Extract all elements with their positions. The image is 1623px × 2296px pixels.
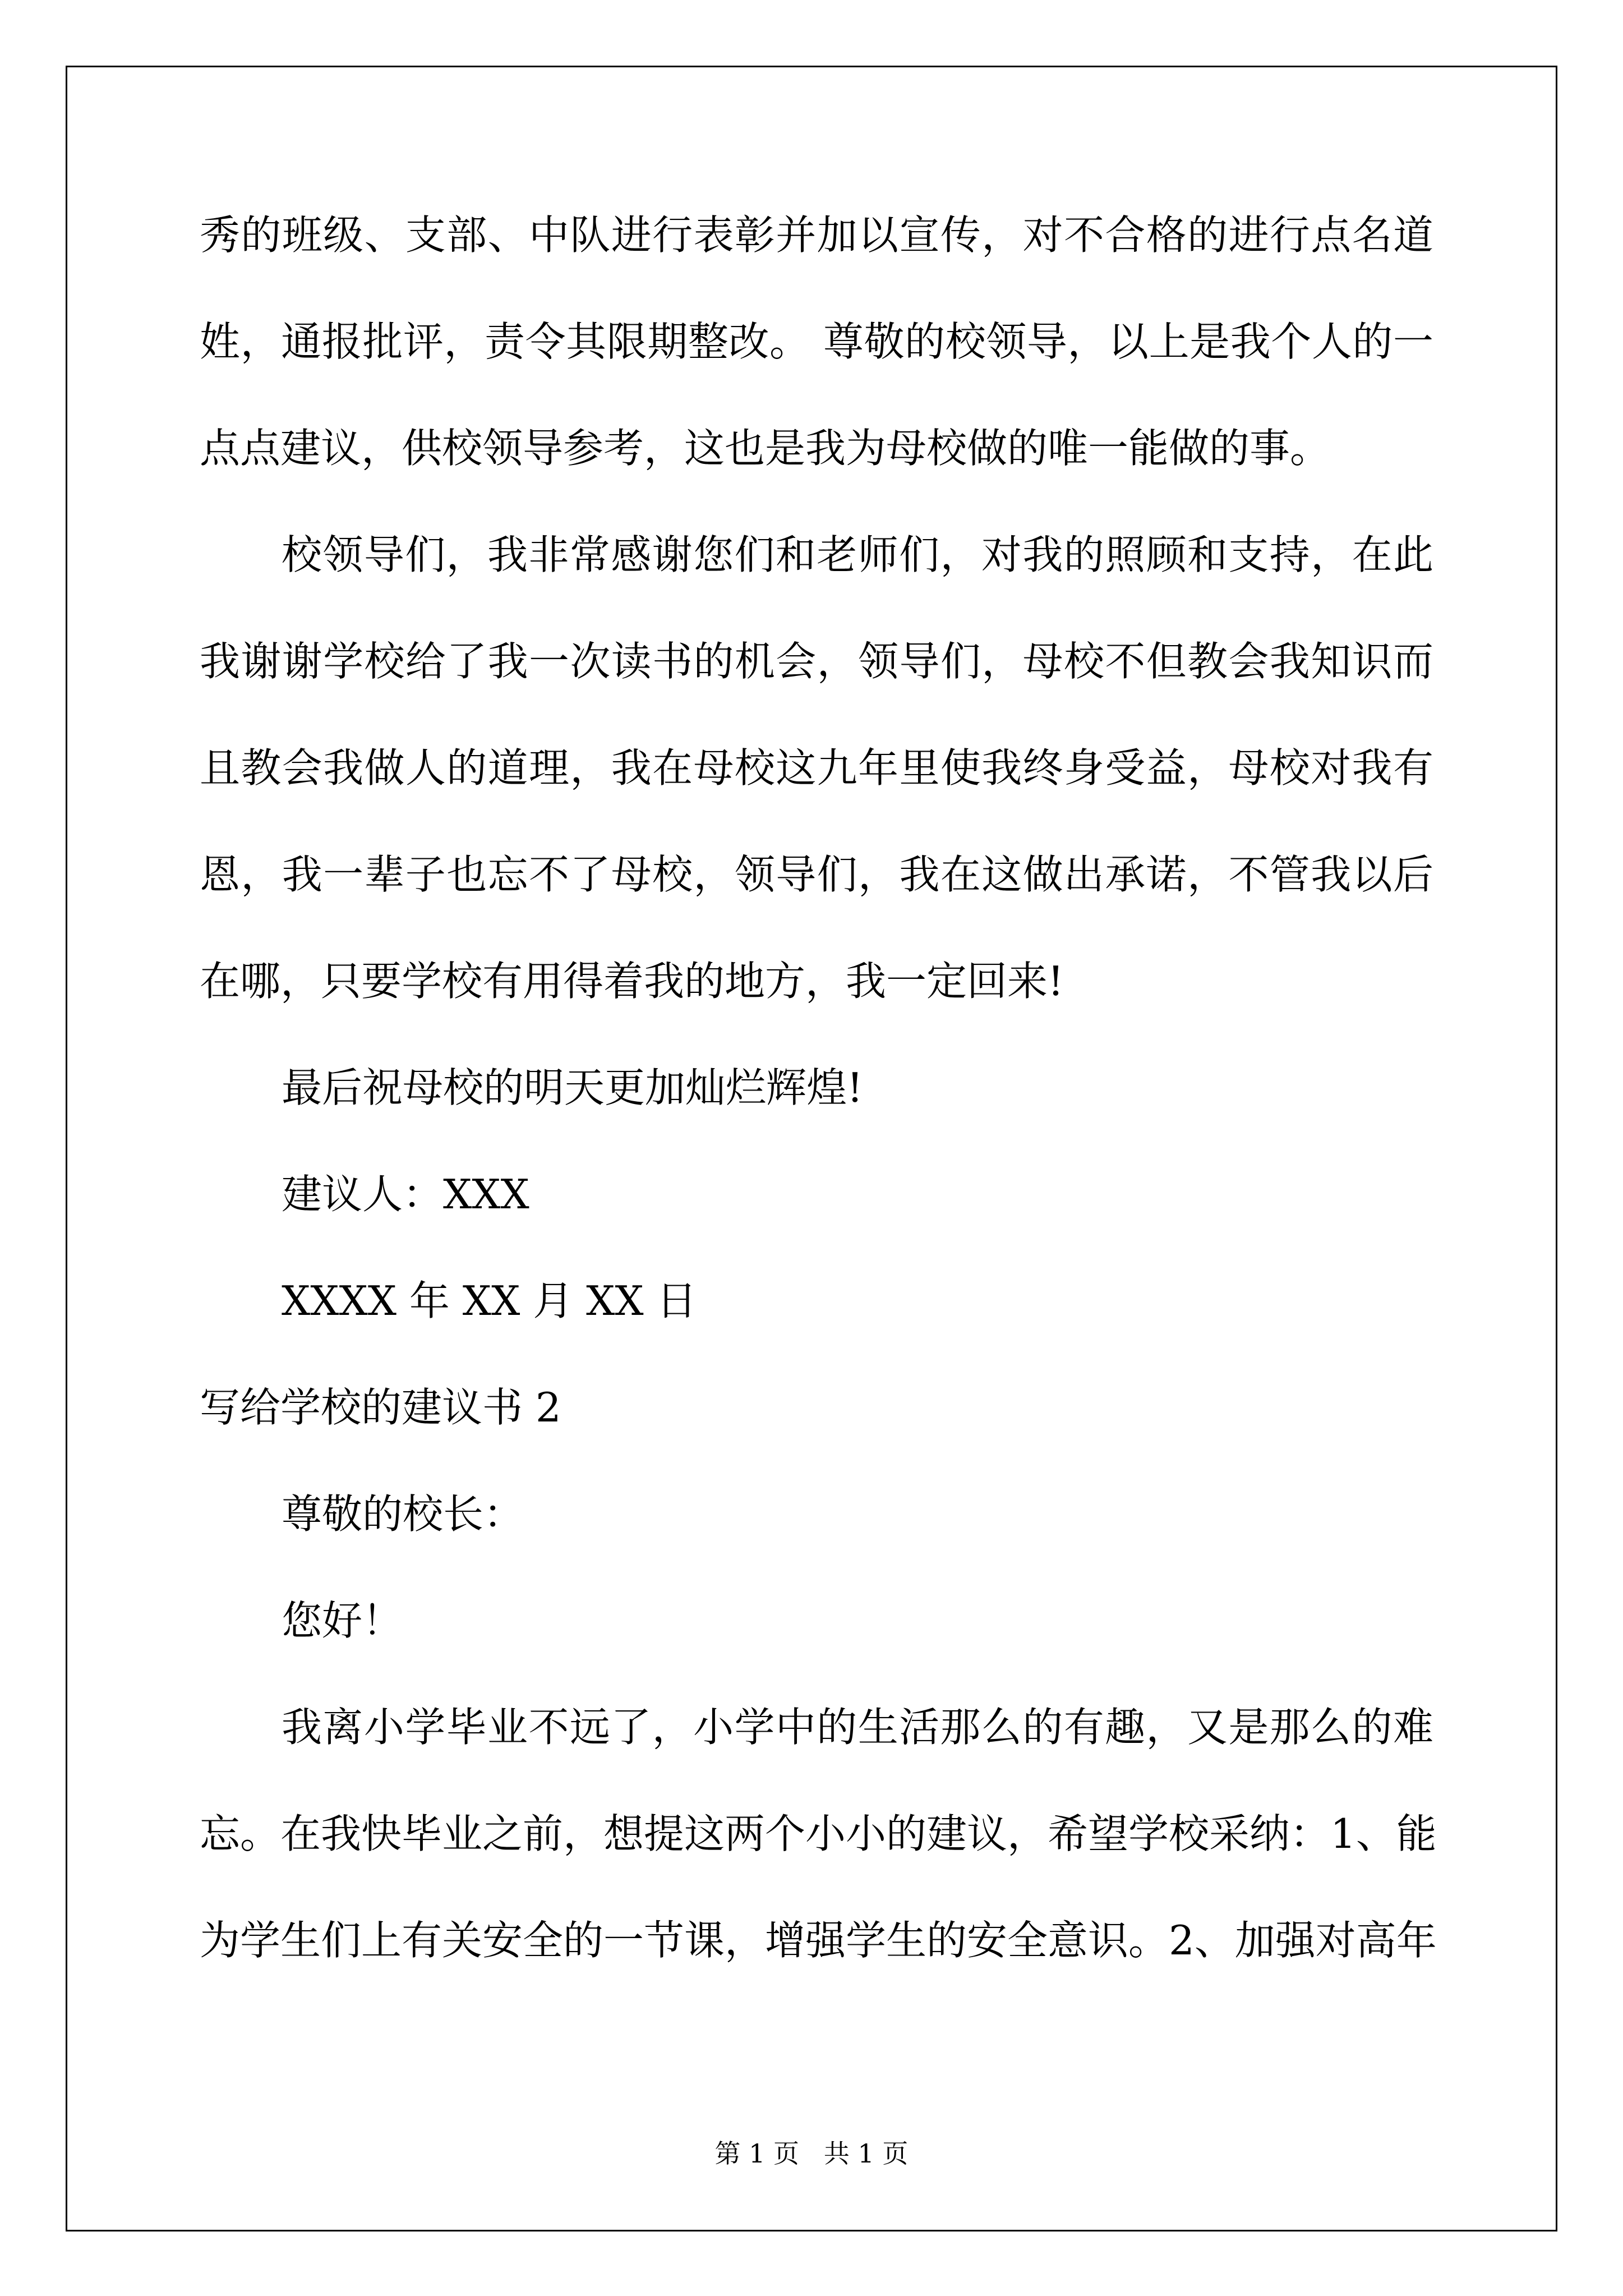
text-line: 为学生们上有关安全的一节课，增强学生的安全意识。2、加强对高年: [200, 1917, 1437, 1964]
closing-wish: 最后祝母校的明天更加灿烂辉煌!: [282, 1064, 863, 1111]
text-line: 姓，通报批评，责令其限期整改。 尊敬的校领导，以上是我个人的一: [200, 318, 1433, 365]
text-line: 恩，我一辈子也忘不了母校，领导们，我在这做出承诺，不管我以后: [200, 851, 1433, 898]
salutation: 尊敬的校长：: [282, 1490, 524, 1538]
greeting: 您好！: [282, 1597, 403, 1644]
text-line: 点点建议，供校领导参考，这也是我为母校做的唯一能做的事。: [200, 425, 1331, 472]
page-number: 第 1 页 共 1 页: [714, 2138, 909, 2169]
text-line: 我谢谢学校给了我一次读书的机会，领导们，母校不但教会我知识而: [200, 638, 1433, 685]
date-line: XXXX 年 XX 月 XX 日: [282, 1277, 697, 1324]
section-title: 写给学校的建议书 2: [200, 1384, 561, 1431]
text-line: 且教会我做人的道理，我在母校这九年里使我终身受益，母校对我有: [200, 744, 1433, 792]
document-body: [200, 211, 1437, 2027]
text-line: 忘。在我快毕业之前，想提这两个小小的建议，希望学校采纳：1、能: [200, 1810, 1437, 1857]
text-line: 在哪，只要学校有用得着我的地方，我一定回来!: [200, 958, 1064, 1005]
paragraph-first-line: 我离小学毕业不远了，小学中的生活那么的有趣，又是那么的难: [282, 1704, 1433, 1751]
signature: 建议人：XXX: [282, 1171, 529, 1218]
text-line: 秀的班级、支部、中队进行表彰并加以宣传，对不合格的进行点名道: [200, 211, 1433, 259]
paragraph-first-line: 校领导们，我非常感谢您们和老师们，对我的照顾和支持，在此: [282, 531, 1433, 578]
